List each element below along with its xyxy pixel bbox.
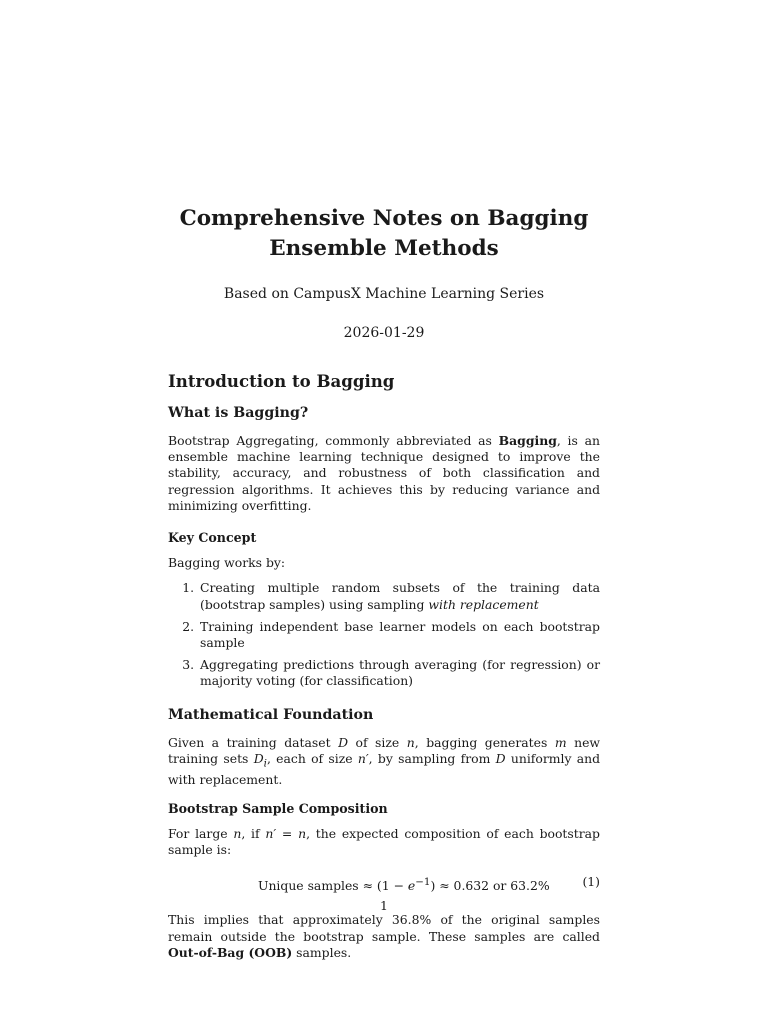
- key-concept-lead: Bagging works by:: [168, 555, 286, 571]
- math-symbol: n: [406, 734, 415, 750]
- oob-paragraph: [168, 912, 600, 961]
- page-number: 1: [380, 898, 388, 913]
- subsection-heading-mathematical-foundation: Mathematical Foundation: [168, 706, 374, 723]
- text-run: Given a training dataset: [168, 734, 339, 750]
- bagging-definition-paragraph: [168, 433, 600, 514]
- math-subscript: i: [263, 757, 267, 770]
- heading-key-concept: Key Concept: [168, 530, 257, 546]
- document-subtitle: Based on CampusX Machine Learning Series: [223, 286, 545, 302]
- text-run: Creating multiple random subsets of the training data (bootstrap samples) using sampling: [200, 580, 600, 612]
- bold-term-bagging: Bagging: [498, 433, 557, 448]
- equation-number: (1): [582, 874, 600, 890]
- math-symbol: m: [554, 734, 567, 750]
- text-run: , the expected composition of each bootstrap sample is:: [168, 825, 600, 858]
- heading-bootstrap-sample-composition: Bootstrap Sample Composition: [168, 800, 388, 816]
- text-run: samples.: [292, 944, 352, 960]
- document-title: [0, 204, 768, 264]
- equation-1: [168, 874, 600, 892]
- title-line-1: Comprehensive Notes on Bagging: [179, 206, 589, 231]
- math-symbol: D: [338, 734, 348, 750]
- math-foundation-paragraph: [168, 735, 600, 788]
- large-n-paragraph: [168, 826, 600, 858]
- bagging-steps-list: [168, 580, 600, 689]
- bold-term-oob: Out-of-Bag (OOB): [168, 944, 293, 960]
- math-condition: n′ = n: [265, 825, 307, 841]
- list-item: [198, 580, 600, 612]
- document-date: 2026-01-29: [343, 325, 425, 341]
- text-run: Unique samples ≈ (1 −: [258, 878, 408, 894]
- text-run: ) ≈ 0.632 or 63.2%: [430, 878, 550, 894]
- subsection-heading-what-is-bagging: What is Bagging?: [168, 405, 309, 421]
- list-item: 2. Training independent base learner models on each bootstrap sample: [198, 619, 600, 651]
- text-run: , if: [241, 825, 266, 841]
- title-line-2: Ensemble Methods: [269, 236, 499, 261]
- list-item: 3. Aggregating predictions through averaging (for regression) or majority voting (for classification): [198, 657, 600, 689]
- document-body: [168, 370, 600, 970]
- text-run: , bagging generates: [414, 734, 555, 750]
- text-run: Bootstrap Aggregating, commonly abbreviated as: [168, 433, 499, 448]
- text-run: For large: [168, 825, 234, 841]
- text-run: of size: [348, 734, 407, 750]
- text-run: , each of size: [266, 750, 358, 766]
- text-run: uniformly and with replacement.: [168, 750, 601, 787]
- math-symbol: D: [253, 750, 264, 766]
- equation-body: [258, 874, 550, 894]
- emphasis-with-replacement: with replacement: [428, 596, 539, 612]
- section-heading-introduction: Introduction to Bagging: [168, 371, 395, 391]
- text-run: , is an ensemble machine learning technique designed to improve the stability, accuracy, and robustness of both classification and regression algorithms. It achieves this by reducing variance and minimizing overfitting.: [168, 433, 600, 513]
- text-run: This implies that approximately 36.8% of the original samples remain outside the bootstrap sample. These samples are called: [168, 912, 600, 944]
- math-symbol: n: [233, 825, 242, 841]
- math-symbol: n′: [357, 750, 369, 766]
- math-symbol: D: [495, 750, 506, 766]
- math-exponent: −1: [415, 876, 431, 889]
- text-run: , by sampling from: [368, 750, 496, 766]
- math-symbol: e: [407, 878, 416, 894]
- text-run: new training sets: [168, 734, 601, 766]
